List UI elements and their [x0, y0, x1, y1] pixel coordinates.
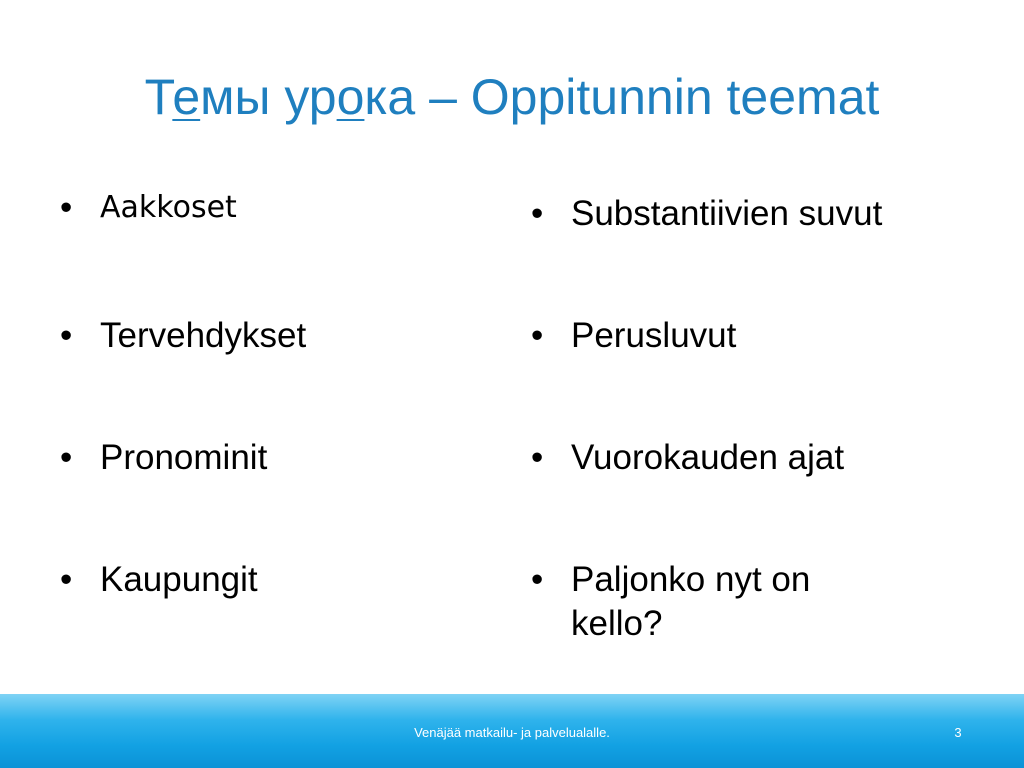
list-item	[60, 186, 237, 230]
bullet-icon: •	[531, 194, 544, 233]
list-item	[60, 436, 267, 480]
title-underlined-part: о	[336, 69, 365, 125]
title-part: Т	[144, 69, 173, 125]
footer-text: Venäjää matkailu- ja palvelualalle.	[414, 725, 610, 740]
slide-title	[0, 62, 1024, 132]
bullet-icon: •	[531, 316, 544, 355]
list-item	[531, 558, 861, 646]
list-item-text: Vuorokauden ajat	[571, 438, 845, 477]
page-number: 3	[954, 725, 962, 740]
list-item-text: Paljonko nyt on kello?	[571, 560, 811, 643]
bullet-icon: •	[60, 560, 73, 599]
bullet-icon: •	[531, 438, 544, 477]
list-item	[60, 314, 306, 358]
list-item-text: Kaupungit	[100, 560, 258, 599]
list-item	[531, 436, 844, 480]
title-underlined-part: е	[172, 69, 201, 125]
bullet-icon: •	[531, 560, 544, 599]
list-item-text: Perusluvut	[571, 316, 737, 355]
bullet-icon: •	[60, 438, 73, 477]
bullet-icon: •	[60, 316, 73, 355]
list-item	[531, 192, 882, 236]
list-item	[60, 558, 258, 602]
list-item-text: Pronominit	[100, 438, 268, 477]
bullet-icon: •	[60, 188, 73, 227]
list-item-text: Tervehdykset	[100, 316, 307, 355]
list-item-text: Aakkoset	[100, 190, 237, 225]
list-item-text: Substantiivien suvut	[571, 194, 883, 233]
title-part: ка – Oppitunnin teemat	[364, 69, 880, 125]
title-part: мы ур	[200, 69, 337, 125]
list-item	[531, 314, 736, 358]
